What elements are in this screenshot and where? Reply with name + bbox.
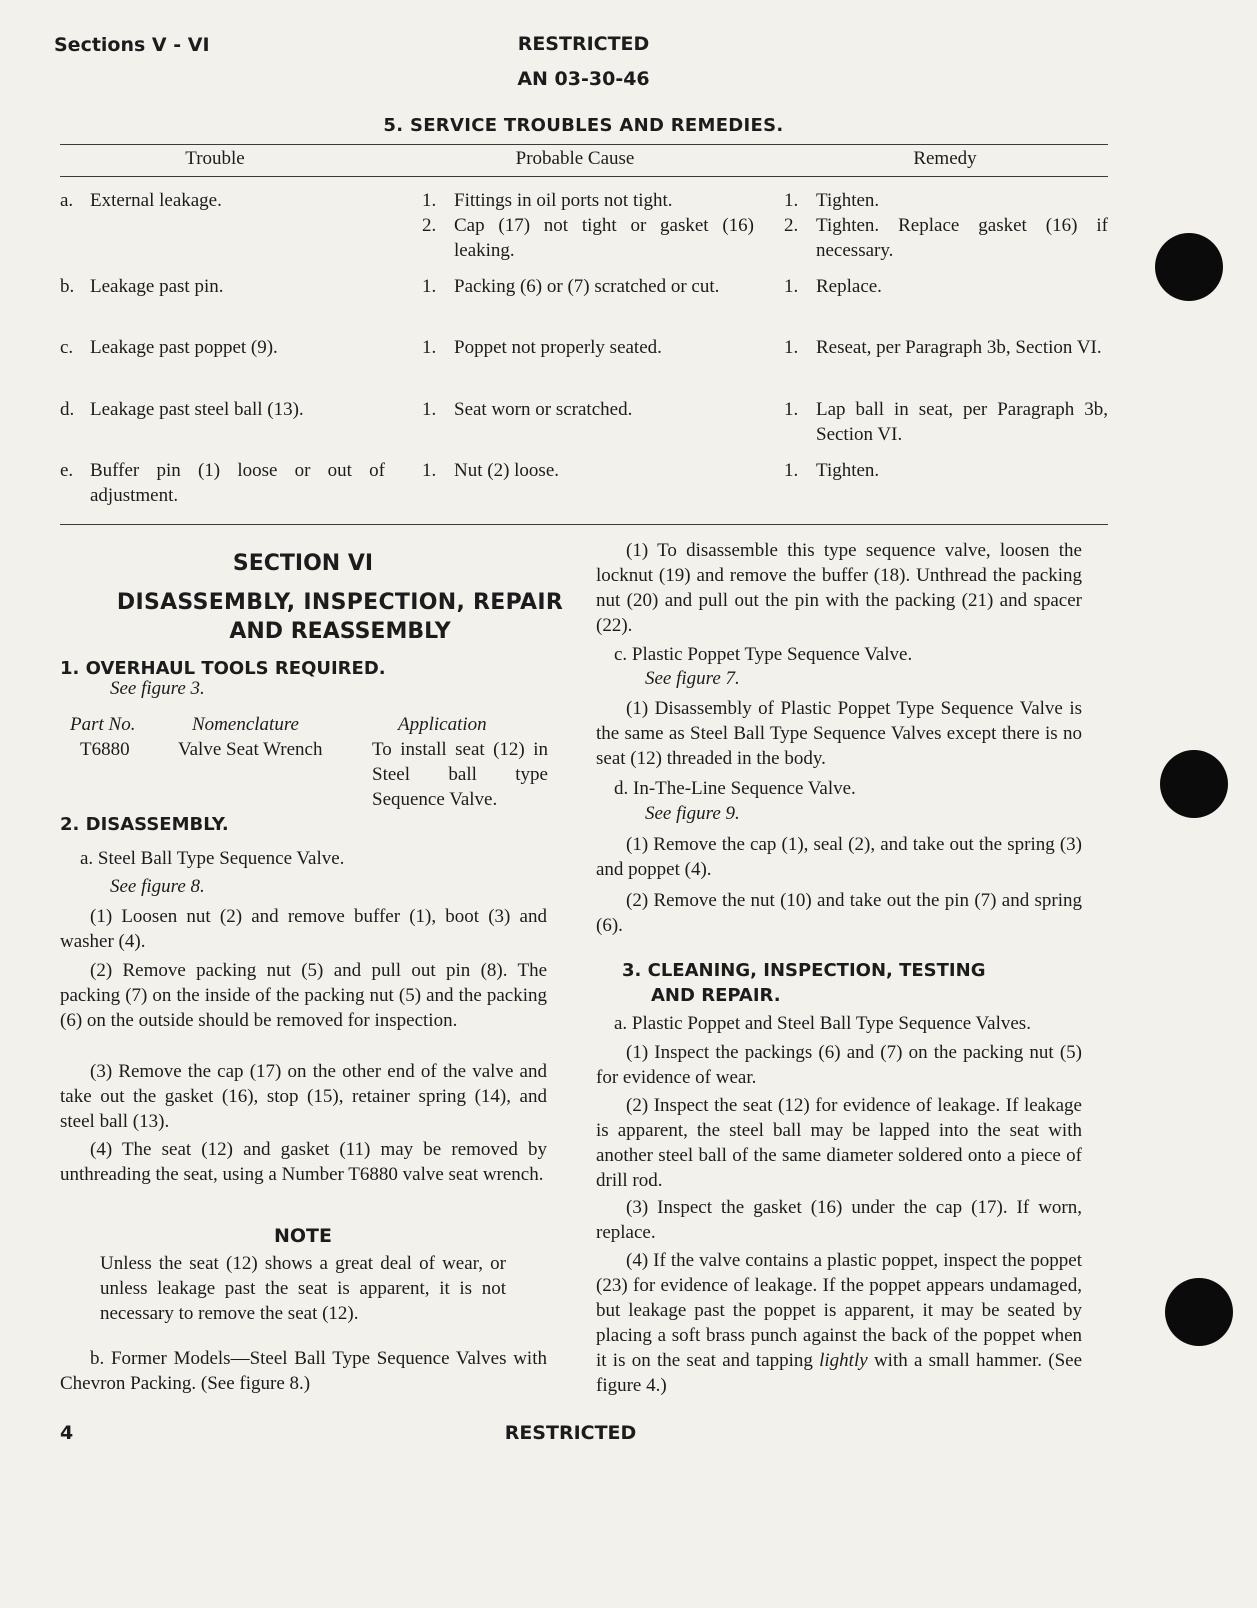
cause-item — [422, 458, 754, 483]
paragraph: (2) Remove the nut (10) and take out the pin (7) and spring (6). — [596, 890, 1082, 936]
page-number: 4 — [60, 1422, 74, 1444]
restricted-marking-footer: RESTRICTED — [504, 1422, 637, 1444]
cause-item — [422, 188, 754, 213]
trouble-text: Buffer pin (1) loose or out of adjustment. — [90, 460, 385, 506]
item-number: 1. — [422, 190, 437, 211]
cleaning-heading-line2: AND REPAIR. — [651, 985, 781, 1006]
figure-reference: See figure 8. — [110, 876, 205, 897]
item-number: 1. — [422, 399, 437, 420]
paragraph: (2) Inspect the seat (12) for evidence of leakage. If leakage is apparent, the steel ball may be lapped into the seat with another steel ball of the same diameter soldered onto a piece of drill rod. — [596, 1095, 1082, 1191]
paragraph: (1) Remove the cap (1), seal (2), and take out the spring (3) and poppet (4). — [596, 834, 1082, 880]
part-number: T6880 — [80, 739, 130, 760]
col-nomenclature: Nomenclature — [192, 714, 299, 735]
paragraph: b. Former Models—Steel Ball Type Sequence Valves with Chevron Packing. (See figure 8.) — [60, 1348, 547, 1394]
item-number: 1. — [422, 460, 437, 481]
column-header-remedy: Remedy — [913, 148, 977, 169]
remedy-text: Reseat, per Paragraph 3b, Section VI. — [816, 337, 1102, 358]
table-bottom-rule — [60, 524, 1108, 525]
paragraph: (3) Remove the cap (17) on the other end of the valve and take out the gasket (16), stop (15), retainer spring (14), and steel ball (13). — [60, 1061, 547, 1132]
remedy-text: Tighten. — [816, 190, 880, 211]
item-number: 1. — [784, 460, 799, 481]
remedy-item — [784, 458, 1108, 483]
cause-item — [422, 335, 754, 360]
table-row-trouble — [60, 397, 410, 422]
item-number: 1. — [784, 276, 799, 297]
paragraph: (2) Remove packing nut (5) and pull out pin (8). The packing (7) on the inside of the packing nut (5) and the packing (6) on the outside should be removed for inspection. — [60, 960, 547, 1031]
row-label: a. — [60, 190, 74, 211]
figure-reference: See figure 7. — [645, 668, 740, 689]
table-top-rule — [60, 144, 1108, 145]
item-number: 1. — [784, 399, 799, 420]
table-row-trouble — [60, 335, 410, 360]
paragraph: (1) Disassembly of Plastic Poppet Type Sequence Valve is the same as Steel Ball Type Sequence Valves except there is no seat (12) threaded in the body. — [596, 698, 1082, 769]
remedy-text: Replace. — [816, 276, 882, 297]
subsection-title: c. Plastic Poppet Type Sequence Valve. — [614, 644, 913, 665]
item-number: 1. — [422, 276, 437, 297]
row-label: d. — [60, 399, 75, 420]
paragraph — [596, 1248, 1082, 1398]
subsection-title: a. Plastic Poppet and Steel Ball Type Sequence Valves. — [614, 1013, 1031, 1034]
note-text: Unless the seat (12) shows a great deal of wear, or unless leakage past the seat is apparent, it is not necessary to remove the seat (12). — [100, 1253, 506, 1324]
trouble-text: Leakage past steel ball (13). — [90, 399, 304, 420]
cause-text: Nut (2) loose. — [454, 460, 560, 481]
table-row-trouble — [60, 274, 410, 299]
restricted-marking: RESTRICTED — [517, 33, 650, 55]
cause-text: Packing (6) or (7) scratched or cut. — [454, 276, 720, 297]
row-label: e. — [60, 460, 74, 481]
section-label: Sections V - VI — [54, 34, 210, 56]
remedy-item — [784, 397, 1108, 447]
col-part-no: Part No. — [70, 714, 136, 735]
row-label: c. — [60, 337, 74, 358]
nomenclature-value: Valve Seat Wrench — [178, 739, 323, 760]
application-value: To install seat (12) in Steel ball type Sequence Valve. — [372, 739, 548, 810]
remedy-item — [784, 213, 1108, 263]
punch-hole — [1155, 233, 1223, 301]
troubles-table-title: 5. SERVICE TROUBLES AND REMEDIES. — [383, 115, 784, 136]
col-application: Application — [398, 714, 487, 735]
figure-reference: See figure 3. — [110, 678, 205, 699]
cause-text: Seat worn or scratched. — [454, 399, 633, 420]
item-number: 2. — [784, 215, 799, 236]
paragraph: (1) Loosen nut (2) and remove buffer (1), boot (3) and washer (4). — [60, 906, 547, 952]
punch-hole — [1165, 1278, 1233, 1346]
punch-hole — [1160, 750, 1228, 818]
paragraph: (3) Inspect the gasket (16) under the cap (17). If worn, replace. — [596, 1197, 1082, 1243]
section-heading: SECTION VI — [232, 551, 374, 576]
cause-text: Fittings in oil ports not tight. — [454, 190, 673, 211]
paragraph: (1) Inspect the packings (6) and (7) on the packing nut (5) for evidence of wear. — [596, 1042, 1082, 1088]
section-title-line1: DISASSEMBLY, INSPECTION, REPAIR — [116, 590, 564, 615]
note-heading: NOTE — [274, 1225, 332, 1247]
paragraph: (1) To disassemble this type sequence valve, loosen the locknut (19) and remove the buffer (18). Unthread the packing nut (20) and pull out the pin with the packing (21) and spacer (22). — [596, 540, 1082, 636]
remedy-text: Tighten. Replace gasket (16) if necessary. — [816, 215, 1108, 261]
paragraph: (4) The seat (12) and gasket (11) may be removed by unthreading the seat, using a Number T6880 valve seat wrench. — [60, 1139, 547, 1185]
cleaning-heading-line1: 3. CLEANING, INSPECTION, TESTING — [622, 960, 986, 981]
remedy-item — [784, 188, 1108, 213]
disassembly-heading: 2. DISASSEMBLY. — [60, 814, 229, 835]
remedy-text: Tighten. — [816, 460, 880, 481]
tools-heading: 1. OVERHAUL TOOLS REQUIRED. — [60, 658, 386, 679]
cause-item — [422, 397, 754, 422]
cause-item — [422, 274, 754, 299]
trouble-text: Leakage past poppet (9). — [90, 337, 278, 358]
paragraph-text: with a small hammer. (See figure 4.) — [596, 1350, 1083, 1396]
remedy-text: Lap ball in seat, per Paragraph 3b, Section VI. — [816, 399, 1108, 445]
item-number: 1. — [784, 337, 799, 358]
emphasis-text: lightly — [819, 1350, 868, 1371]
item-number: 2. — [422, 215, 437, 236]
remedy-item — [784, 274, 1108, 299]
row-label: b. — [60, 276, 75, 297]
table-row-trouble — [60, 458, 385, 508]
subsection-title: d. In-The-Line Sequence Valve. — [614, 778, 856, 799]
subsection-title: a. Steel Ball Type Sequence Valve. — [80, 848, 345, 869]
table-row-trouble — [60, 188, 410, 213]
remedy-item — [784, 335, 1108, 360]
paragraph-text: (4) If the valve contains a plastic poppet, inspect the poppet (23) for evidence of leakage. If the poppet appears undamaged, but leakage past the poppet is apparent, it may be seated by placing a soft brass punch against the back of the poppet when it is on the seat and tapping — [596, 1250, 1082, 1371]
section-title-line2: AND REASSEMBLY — [229, 619, 451, 644]
trouble-text: Leakage past pin. — [90, 276, 224, 297]
cause-text: Cap (17) not tight or gasket (16) leaking. — [454, 215, 754, 261]
column-header-cause: Probable Cause — [515, 148, 635, 169]
column-header-trouble: Trouble — [185, 148, 245, 169]
item-number: 1. — [784, 190, 799, 211]
figure-reference: See figure 9. — [645, 803, 740, 824]
cause-item — [422, 213, 754, 263]
item-number: 1. — [422, 337, 437, 358]
document-number: AN 03-30-46 — [517, 68, 650, 90]
cause-text: Poppet not properly seated. — [454, 337, 662, 358]
table-header-rule — [60, 176, 1108, 177]
trouble-text: External leakage. — [90, 190, 222, 211]
